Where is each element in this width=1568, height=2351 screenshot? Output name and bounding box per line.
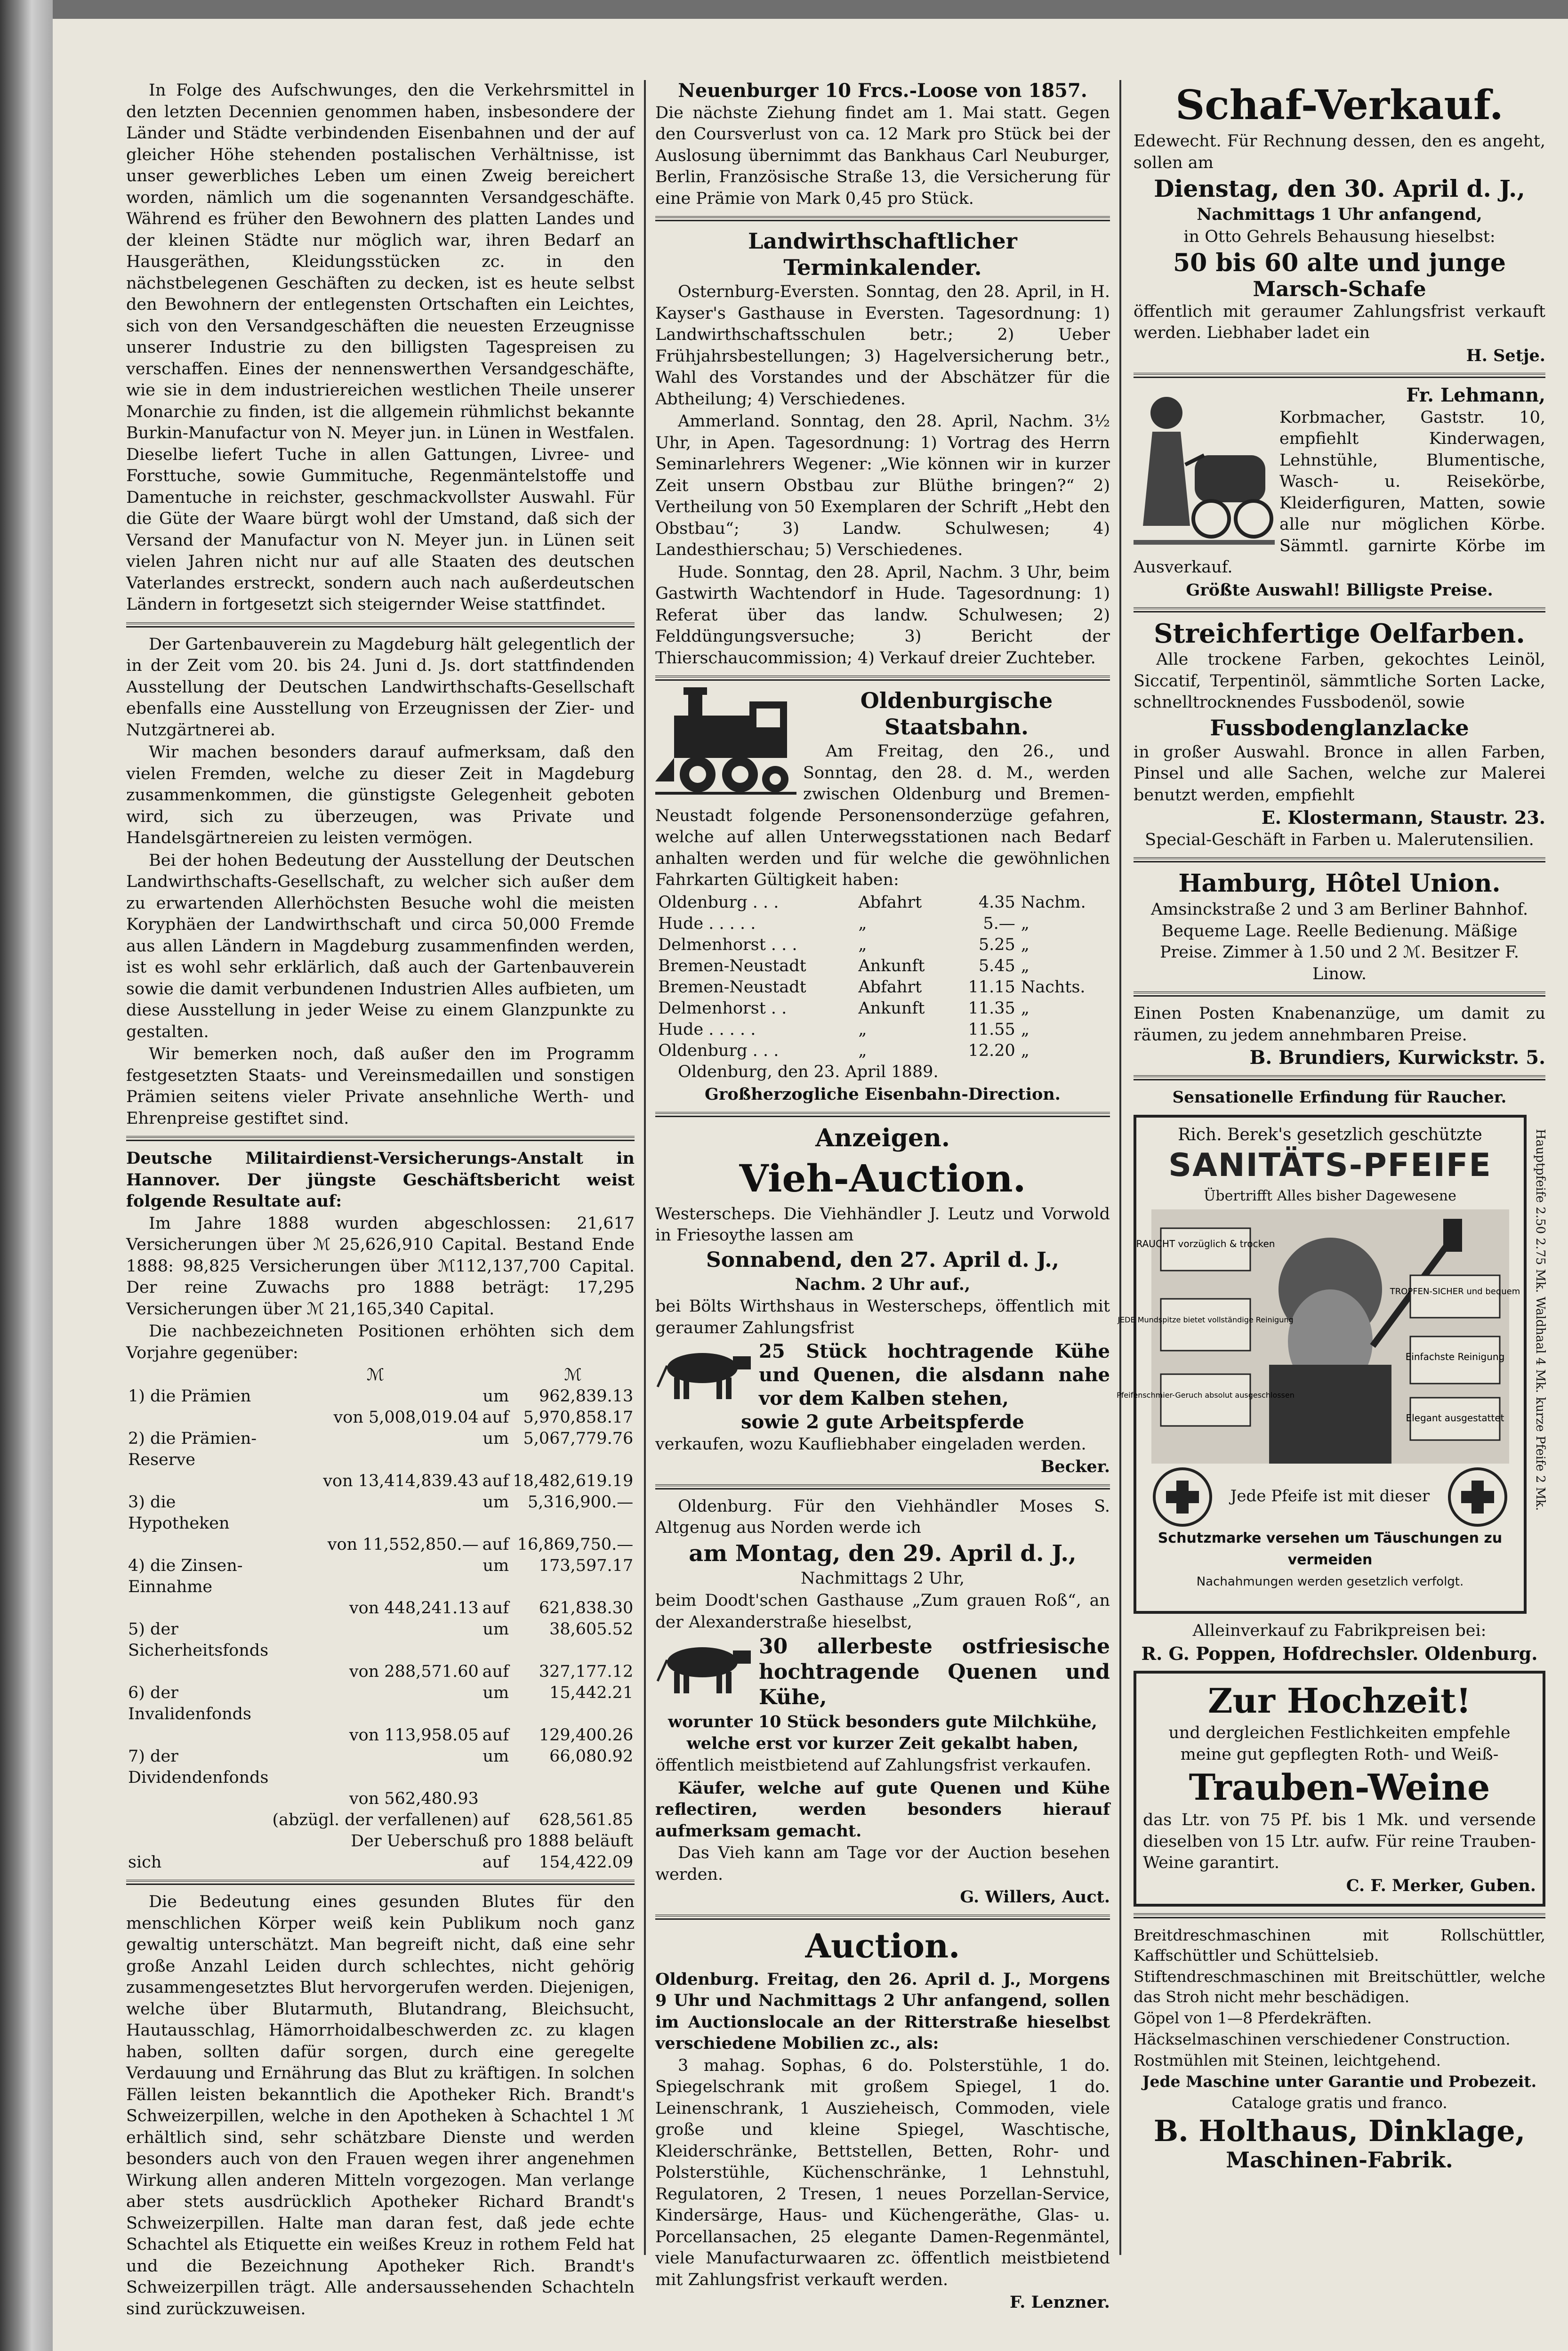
va-text: Westerscheps. Die Viehhändler J. Leutz und Vorwold in Friesoythe lassen am [655, 1204, 1110, 1245]
pipe-bottom: Schutzmarke versehen um Täuschungen zu vermeiden [1158, 1530, 1503, 1568]
train-cell: 11.55 [968, 1020, 1015, 1039]
locomotive-icon [655, 687, 796, 796]
train-cell: 5.— [983, 914, 1015, 933]
results-cell: von 113,958.05 [349, 1726, 479, 1745]
divider [655, 216, 1110, 221]
divider [126, 622, 635, 628]
knaben-signature: B. Brundiers, Kurwickstr. 5. [1249, 1047, 1545, 1069]
anzeigen-heading: Anzeigen. [815, 1123, 950, 1152]
pipe-label-3: Pfeifenschmier-Geruch absolut ausgeschlossen [1116, 1391, 1295, 1400]
results-cell: auf [482, 1726, 509, 1745]
au-text: Oldenburg. Freitag, den 26. April d. J., Morgens 9 Uhr und Nachmittags 2 Uhr anfangend, sollen im Auctionslocale an der Ritterstraße hieselbst verschiedene Mobilien zc., als: [655, 1969, 1110, 2053]
pipe-label-4: TROPFEN-SICHER und bequem [1390, 1287, 1520, 1296]
train-cell: Bremen-Neustadt [658, 956, 806, 975]
train-row [655, 892, 1110, 913]
schaf-count: 50 bis 60 alte und junge [1173, 249, 1506, 277]
results-cell: von 13,414,839.43 [323, 1472, 479, 1490]
terminkalender-title: Landwirthschaftlicher Terminkalender. [748, 228, 1017, 280]
oel-footer: Special-Geschäft in Farben u. Malerutensilien. [1145, 830, 1534, 849]
surplus-pre: sich [128, 1853, 162, 1872]
paragraph: Wir machen besonders darauf aufmerksam, daß den vielen Fremden, welche zu dieser Zeit in Magdeburg zusammenkommen, die günstigste Gelegenheit geboten wird, sich zu überzeugen, was Private und Handelsgärtnereien zu leisten vermögen. [126, 743, 635, 847]
results-cell [126, 1471, 270, 1492]
train-cell: „ [858, 1041, 867, 1060]
train-cell: „ [858, 1020, 867, 1039]
ol-text: Das Vieh kann am Tage vor der Auction besehen werden. [655, 1844, 1110, 1884]
results-cell: 6) der Invalidenfonds [128, 1683, 251, 1723]
holthaus-item: Jede Maschine unter Garantie und Probezeit. [1142, 2072, 1537, 2091]
article-blut: Die Bedeutung eines gesunden Blutes für den menschlichen Körper weiß kein Publikum noch ganz gewaltig unterschätzt. Man begreift nicht, daß eine sehr große Anzahl Leiden durch schlechtes, nicht gehörig zusammengesetztes Blut hervorgerufen werden. Diejenigen, welche über Blutarmuth, Blutandrang, Bleichsucht, Hautausschlag, Hämorrhoidalbeschwerden zc. zu klagen haben, sollten dafür sorgen, durch eine geregelte Verdauung und Ernährung das Blut zu kräftigen. In solchen Fällen leisten bekanntlich die Apotheker Rich. Brandt's Schweizerpillen, welche in den Apotheken à Schachtel 1 ℳ erhältlich sind, sehr schätzbare Dienste und werden besonders auch von den Frauen wegen ihrer angenehmen Wirkung allen anderen Mitteln vorgezogen. Man verlange aber stets ausdrücklich Apotheker Richard Brandt's Schweizerpillen. Halte man daran fest, daß jede echte Schachtel als Etiquette ein weißes Kreuz in rothem Feld hat und die Bezeichnung Apotheker Rich. Brandt's Schweizerpillen trägt. Alle andersaussehenden Schachteln sind zurückzuweisen. [126, 1892, 635, 2319]
results-cell: um [482, 1683, 509, 1702]
train-cell: „ [1021, 1020, 1029, 1039]
ol-text: öffentlich meistbietend auf Zahlungsfrist verkaufen. [655, 1756, 1092, 1775]
va-date: Sonnabend, den 27. April d. J., [706, 1248, 1059, 1272]
results-table [126, 1365, 635, 1873]
train-cell: Abfahrt [858, 893, 922, 912]
divider [1134, 1075, 1545, 1080]
results-cell [270, 1386, 480, 1407]
results-cell: 1) die Prämien [128, 1387, 251, 1406]
pipe-label-6: Elegant ausgestattet [1405, 1412, 1504, 1424]
loose-text: Die nächste Ziehung findet am 1. Mai statt. Gegen den Coursverlust von ca. 12 Mark pro Stück bei der Auslosung übernimmt das Bankhaus Carl Neuburger, Berlin, Französische Straße 13, die Versicherung für eine Prämie von Mark 0,45 pro Stück. [655, 103, 1110, 208]
hochzeit-wine: Trauben-Weine [1189, 1766, 1490, 1808]
surplus-value: 154,422.09 [539, 1853, 634, 1872]
train-cell: „ [858, 914, 867, 933]
divider [655, 1484, 1110, 1490]
results-row [126, 1788, 635, 1810]
pipe-top: Rich. Berek's gesetzlich geschützte [1178, 1125, 1482, 1144]
oelfarben-title: Streichfertige Oelfarben. [1154, 618, 1525, 649]
holthaus-item: Häckselmaschinen verschiedener Construction. [1134, 2030, 1511, 2048]
hochzeit-text: das Ltr. von 75 Pf. bis 1 Mk. und versende dieselben von 15 Ltr. aufw. Für reine Trauben-Weine garantirt. [1143, 1811, 1536, 1872]
results-cell: um [482, 1429, 509, 1448]
pipe-seller: R. G. Poppen, Hofdrechsler. Oldenburg. [1141, 1642, 1538, 1664]
results-cell: auf [482, 1811, 509, 1829]
column-divider [644, 80, 646, 2255]
results-row [126, 1725, 635, 1746]
results-cell: 38,605.52 [549, 1620, 634, 1639]
results-cell: auf [482, 1472, 509, 1490]
divider [1134, 991, 1545, 997]
va-horses: sowie 2 gute Arbeitspferde [741, 1411, 1024, 1433]
auction-title: Auction. [805, 1926, 960, 1965]
schaf-signature: H. Setje. [1466, 346, 1545, 365]
ol-time: Nachmittags 2 Uhr, [801, 1569, 965, 1588]
ol-sub: worunter 10 Stück besonders gute Milchkühe, welche erst vor kurzer Zeit gekalbt haben, [668, 1712, 1097, 1753]
pipe-name: SANITÄTS-PFEIFE [1168, 1146, 1492, 1184]
results-cell: 4) die Zinsen-Einnahme [128, 1556, 243, 1596]
termin-item: Ammerland. Sonntag, den 28. April, Nachm. 3½ Uhr, in Apen. Tagesordnung: 1) Vortrag des Herrn Seminarlehrers Wegener: „Wie können wir in kurzer Zeit unsern Obstbau zur Blüthe bringen?“ 2) Vertheilung von 50 Exemplaren der Schrift „Hebt den Obstbau“; 3) Landw. Schulwesen; 4) Landesthierschau; 5) Verschiedenes. [655, 412, 1110, 559]
results-row [126, 1555, 635, 1598]
divider [1134, 373, 1545, 378]
results-row [126, 1746, 635, 1788]
results-cell [481, 1788, 511, 1810]
results-cell: um [482, 1493, 509, 1512]
schaf-time: Nachmittags 1 Uhr anfangend, [1197, 205, 1482, 224]
lehmann-name: Fr. Lehmann, [1406, 384, 1545, 406]
results-cell [270, 1746, 480, 1788]
divider [655, 676, 1110, 681]
oel-text: Alle trockene Farben, gekochtes Leinöl, Siccatif, Terpentinöl, sämmtliche Sorten Lacke, schnelltrocknendes Fussbodenöl, sowie [1134, 650, 1545, 712]
results-row [126, 1386, 635, 1407]
divider [655, 1915, 1110, 1920]
pipe-label-2: JEDE Mundspitze bietet vollständige Reinigung [1117, 1315, 1294, 1324]
pipe-bottom-2: Nachahmungen werden gesetzlich verfolgt. [1196, 1575, 1464, 1589]
divider [1134, 857, 1545, 862]
train-cell: 4.35 [978, 893, 1015, 912]
results-cell [126, 1407, 270, 1428]
results-row [126, 1619, 635, 1661]
hochzeit-text: und dergleichen Festlichkeiten empfehle meine gut gepflegten Roth- und Weiß- [1168, 1723, 1511, 1764]
book-spine [0, 0, 53, 2351]
knaben-text: Einen Posten Knabenanzüge, um damit zu räumen, zu jedem annehmbaren Preise. [1134, 1004, 1545, 1045]
train-cell: 5.45 [978, 956, 1015, 975]
surplus-auf: auf [482, 1853, 509, 1872]
train-cell: Nachts. [1021, 977, 1086, 997]
lehmann-footer: Größte Auswahl! Billigste Preise. [1186, 580, 1493, 600]
train-row [655, 1040, 1110, 1062]
pipe-label-1: RAUCHT vorzüglich & trocken [1136, 1238, 1275, 1249]
currency-mark: ℳ [564, 1366, 582, 1385]
results-row [126, 1534, 635, 1555]
results-cell: 129,400.26 [539, 1726, 634, 1745]
hamburg-title: Hamburg, Hôtel Union. [1178, 869, 1501, 898]
train-cell: „ [1021, 1041, 1029, 1060]
train-cell: Ankunft [858, 956, 925, 975]
results-cell [126, 1661, 270, 1683]
schaf-kind: Marsch-Schafe [1253, 277, 1426, 301]
pipe-allein: Alleinverkauf zu Fabrikpreisen bei: [1192, 1621, 1487, 1640]
results-cell [511, 1788, 635, 1810]
results-cell: von 11,552,850.— [327, 1535, 479, 1554]
paragraph: Wir bemerken noch, daß außer den im Programm festgesetzten Staats- und Vereinsmedaillen und sonstigen Prämien seitens vieler Private ansehnliche Werth- und Ehrenpreise gestiftet sind. [126, 1045, 635, 1128]
results-cell: auf [482, 1662, 509, 1681]
results-row [126, 1471, 635, 1492]
pipe-prices: Hauptpfeife 2.50 2.75 Mk. Waldhaal 4 Mk. kurze Pfeife 2 Mk. [1533, 1129, 1547, 1511]
train-row [655, 934, 1110, 956]
ol-text: Käufer, welche auf gute Quenen und Kühe reflectiren, werden besonders hierauf aufmerksam gemacht. [655, 1778, 1110, 1841]
results-cell [126, 1725, 270, 1746]
train-row [655, 1019, 1110, 1040]
results-cell: 327,177.12 [539, 1662, 634, 1681]
results-cell [270, 1555, 480, 1598]
currency-mark: ℳ [366, 1366, 385, 1385]
pipe-advertisement [1116, 1115, 1527, 1614]
au-text: 3 mahag. Sophas, 6 do. Polsterstühle, 1 do. Spiegelschrank mit großem Spiegel, 1 do. Leinenschrank, 1 Auszieheisch, Commoden, viele große und kleine Spiegel, Waschtische, Kleiderschränke, Bettstellen, Betten, Rohr- und Polsterstühle, Küchenschränke, 1 Lehnstuhl, Regulatoren, 2 Tresen, 1 neues Porzellan-Service, Kindersärge, Haus- und Küchengeräthe, Glas- u. Porcellansachen, 25 elegante Damen-Regenmäntel, viele Manufacturwaaren zc. öffentlich meistbietend mit Zahlungsfrist verkauft werden. [655, 2056, 1110, 2289]
results-cell: auf [482, 1535, 509, 1554]
results-cell [126, 1598, 270, 1619]
train-cell: Delmenhorst . . . [658, 935, 797, 954]
hamburg-text: Amsinckstraße 2 und 3 am Berliner Bahnhof. Bequeme Lage. Reelle Bedienung. Mäßige Preise. Zimmer à 1.50 und 2 ℳ. Besitzer F. Linow. [1150, 900, 1528, 983]
pipe-smoker-illustration [1116, 1209, 1520, 1464]
results-cell: von 5,008,019.04 [333, 1408, 479, 1427]
sanitaets-badge-icon [1447, 1466, 1508, 1528]
results-cell: 66,080.92 [549, 1747, 634, 1766]
article-versandgeschaefte: In Folge des Aufschwunges, den die Verkehrsmittel in den letzten Decennien genommen haben, insbesondere der Länder und Städte verbindenden Eisenbahnen und der auf gleicher Höhe stehenden postalischen Verhältnisse, ist unser gewerbliches Leben um einen Zweig bereichert worden, nämlich um die sogenannten Versandgeschäfte. Während es früher den Bewohnern des platten Landes und der kleinen Städte nur möglich war, ihren Bedarf an Hausgeräthen, Kleidungsstücken zc. in den nächstbelegenen Geschäften zu decken, ist es heute selbst den Bewohnern der entlegensten Ortschaften ein Leichtes, sich von den Versandgeschäften die neuesten Erzeugnisse unserer Industrie zu den billigsten Tagespreisen zu verschaffen. Eines der nennenswerthen Versandgeschäfte, wie sie in dem industriereichen westlichen Theile unserer Monarchie zu finden, ist die allgemein rühmlichst bekannte Burkin-Manufactur von N. Meyer jun. in Lünen in Westfalen. Dieselbe liefert Tuche in allen Gattungen, Livree- und Forsttuche, sowie Gummituche, Regenmäntelstoffe und Damentuche in reichster, geschmackvollster Auswahl. Für die Güte der Waare bürgt wohl der Umstand, daß sich der Versand der Manufactur von N. Meyer jun. in Lünen seit vielen Jahren nicht nur auf alle Staaten des deutschen Vaterlandes erstreckt, sondern auch nach außerdeutschen Ländern in fortgesetzt sich steigernder Weise stattfindet. [126, 81, 635, 614]
results-cell: 5,970,858.17 [523, 1408, 634, 1427]
schaf-date: Dienstag, den 30. April d. J., [1154, 175, 1525, 202]
train-cell: „ [1021, 998, 1029, 1018]
results-row [126, 1810, 635, 1831]
results-cell: um [482, 1387, 509, 1406]
results-cell: 628,561.85 [539, 1811, 634, 1829]
train-cell: 12.20 [968, 1041, 1015, 1060]
results-cell: 18,482,619.19 [513, 1472, 634, 1490]
column-1 [126, 80, 635, 2321]
schaf-text: öffentlich mit geraumer Zahlungsfrist verkauft werden. Liebhaber ladet ein [1134, 302, 1545, 342]
oel-signature: E. Klostermann, Staustr. 23. [1261, 807, 1545, 828]
column-2 [655, 80, 1110, 2314]
holthaus-item: Cataloge gratis und franco. [1231, 2093, 1447, 2112]
paragraph: Im Jahre 1888 wurden abgeschlossen: 21,617 Versicherungen über ℳ 25,626,910 Capital. Bestand Ende 1888: 98,825 Versicherungen über ℳ112,137,700 Capital. Der reine Zuwachs pro 1888 beträgt: 17,295 Versicherungen über ℳ 21,165,340 Capital. [126, 1214, 635, 1319]
holthaus-fabrik: Maschinen-Fabrik. [1226, 2147, 1453, 2173]
results-cell: 15,442.21 [549, 1683, 634, 1702]
child-with-pram-illustration [1134, 385, 1275, 554]
results-cell [126, 1534, 270, 1555]
ol-date: am Montag, den 29. April d. J., [689, 1540, 1077, 1567]
results-cell: 5) der Sicherheitsfonds [128, 1620, 269, 1660]
results-cell [126, 1788, 270, 1810]
holthaus-item: Rostmühlen mit Steinen, leichtgehend. [1134, 2051, 1441, 2069]
termin-item: Osternburg-Eversten. Sonntag, den 28. April, in H. Kayser's Gasthause in Eversten. Tagesordnung: 1) Landwirthschaftsschulen betr.; 2) Ueber Frühjahrsbestellungen; 3) Hagelversicherung betr., Wahl des Vorstandes und der Abschätzer für die Abtheilung; 4) Verschiedenes. [655, 282, 1110, 409]
train-cell: Abfahrt [858, 977, 922, 997]
holthaus-item: Stiftendreschmaschinen mit Breitschüttler, welche das Stroh nicht mehr beschädigen. [1134, 1967, 1545, 2006]
ol-cows: 30 allerbeste ostfriesische hochtragende Quenen und Kühe, [759, 1634, 1110, 1709]
results-cell [270, 1428, 480, 1471]
results-cell: 16,869,750.— [517, 1535, 634, 1554]
results-cell: 7) der Dividendenfonds [128, 1747, 269, 1787]
au-signature: F. Lenzner. [1009, 2293, 1110, 2312]
train-cell: Hude . . . . . [658, 914, 756, 933]
hochzeit-title: Zur Hochzeit! [1207, 1681, 1472, 1721]
results-cell: von 288,571.60 [349, 1662, 479, 1681]
results-row [126, 1407, 635, 1428]
pipe-jede: Jede Pfeife ist mit dieser [1230, 1487, 1430, 1506]
sanitaets-badge-icon [1152, 1466, 1213, 1528]
va-text: bei Bölts Wirthshaus in Westerscheps, öffentlich mit geraumer Zahlungsfrist [655, 1297, 1110, 1337]
results-cell: (abzügl. der verfallenen) [272, 1811, 479, 1829]
train-cell: Oldenburg . . . [658, 1041, 779, 1060]
results-cell: auf [482, 1599, 509, 1618]
results-cell: 2) die Prämien-Reserve [128, 1429, 257, 1469]
divider [1134, 607, 1545, 612]
ol-text: Oldenburg. Für den Viehhändler Moses S. Altgenug aus Norden werde ich [655, 1497, 1110, 1537]
va-cows: 25 Stück hochtragende Kühe und Quenen, die alsdann nahe vor dem Kalben stehen, [759, 1340, 1110, 1409]
results-row [126, 1428, 635, 1471]
train-row [655, 977, 1110, 998]
pipe-sub: Übertrifft Alles bisher Dagewesene [1204, 1187, 1456, 1204]
train-row [655, 956, 1110, 977]
cow-icon [655, 1634, 754, 1695]
results-cell: um [482, 1747, 509, 1766]
results-row [126, 1492, 635, 1534]
results-row [126, 1661, 635, 1683]
train-row [655, 998, 1110, 1019]
divider [126, 1880, 635, 1885]
results-cell: 5,067,779.76 [523, 1429, 634, 1448]
cow-icon [655, 1340, 754, 1401]
va-time: Nachm. 2 Uhr auf., [795, 1274, 971, 1294]
schaf-text: in Otto Gehrels Behausung hieselbst: [1183, 227, 1496, 246]
paragraph: Die nachbezeichneten Positionen erhöhten sich dem Vorjahre gegenüber: [126, 1322, 635, 1362]
schaf-title: Schaf-Verkauf. [1175, 81, 1504, 129]
train-row [655, 913, 1110, 934]
holthaus-name: B. Holthaus, Dinklage, [1153, 2114, 1526, 2148]
results-cell: 962,839.13 [539, 1387, 634, 1406]
results-cell [270, 1492, 480, 1534]
oel-text: in großer Auswahl. Bronce in allen Farben, Pinsel und alle Sachen, welche zur Malerei benutzt werden, empfiehlt [1134, 742, 1545, 805]
results-cell [270, 1619, 480, 1661]
staatsbahn-title: Oldenburgische Staatsbahn. [860, 688, 1053, 740]
sensation-heading: Sensationelle Erfindung für Raucher. [1172, 1087, 1507, 1107]
train-cell: „ [858, 935, 867, 954]
surplus-label: Der Ueberschuß pro 1888 beläuft [351, 1832, 634, 1851]
train-cell: „ [1021, 914, 1029, 933]
train-cell: 5.25 [978, 935, 1015, 954]
results-cell: 621,838.30 [539, 1599, 634, 1618]
article-militairdienst: Deutsche Militairdienst-Versicherungs-Anstalt in Hannover. Der jüngste Geschäftsbericht weist folgende Resultate auf: [126, 1149, 635, 1211]
schaf-text: Edewecht. Für Rechnung dessen, den es angeht, sollen am [1134, 132, 1545, 172]
results-cell: 173,597.17 [539, 1556, 634, 1575]
train-cell: Hude . . . . . [658, 1020, 756, 1039]
termin-item: Hude. Sonntag, den 28. April, Nachm. 3 Uhr, beim Gastwirth Wachtendorf in Hude. Tagesordnung: 1) Referat über das landw. Schulwesen; 2) Felddüngungsversuche; 3) Bericht der Thierschaucommission; 4) Verkauf dreier Zuchteber. [655, 563, 1110, 668]
staatsbahn-text: Am Freitag, den 26., und Sonntag, den 28. d. M., werden zwischen Oldenburg und Bremen-Neustadt folgende Personensonderzüge gefahren, welche auf allen Unterwegsstationen nach Bedarf anhalten werden und für welche die gewöhnlichen Fahrkarten Gültigkeit haben: [655, 742, 1110, 889]
paragraph: Bei der hohen Bedeutung der Ausstellung der Deutschen Landwirthschafts-Gesellschaft, zu welcher sich außer dem zu erwartenden Allerhöchsten Besuche wohl die meisten Koryphäen der Landwirthschaft und circa 50,000 Fremde aus allen Ländern in Magdeburg zusammenfinden werden, ist es wohl sehr erklärlich, daß auch der Gartenbauverein sowie die damit verbundenen Industrien Alles aufbieten, um diese Ausstellung in jeder Weise zu einem Glanzpunkte zu gestalten. [126, 851, 635, 1041]
divider [1134, 1913, 1545, 1918]
pipe-label-5: Einfachste Reinigung [1405, 1351, 1504, 1362]
train-cell: Bremen-Neustadt [658, 977, 806, 997]
results-row [126, 1683, 635, 1725]
ol-signature: G. Willers, Auct. [960, 1887, 1110, 1907]
train-cell: 11.35 [968, 998, 1015, 1018]
ol-text: beim Doodt'schen Gasthause „Zum grauen Roß“, an der Alexanderstraße hieselbst, [655, 1591, 1110, 1632]
train-cell: 11.15 [968, 977, 1015, 997]
train-cell: Delmenhorst . . [658, 998, 787, 1018]
results-row [126, 1598, 635, 1619]
hochzeit-advertisement [1134, 1671, 1545, 1907]
results-cell: um [482, 1556, 509, 1575]
results-cell: von 448,241.13 [349, 1599, 479, 1618]
results-cell: von 562,480.93 [349, 1789, 479, 1808]
loose-title: Neuenburger 10 Frcs.-Loose von 1857. [678, 80, 1087, 102]
train-cell: Nachm. [1021, 893, 1086, 912]
vieh-auction-title: Vieh-Auction. [739, 1156, 1026, 1200]
results-cell: um [482, 1620, 509, 1639]
lehmann-text: Korbmacher, Gaststr. 10, empfiehlt Kinderwagen, Lehnstühle, Blumentische, Wasch- u. Reisekörbe, Kleiderfiguren, Matten, sowie alle nur möglichen Körbe. Sämmtl. garnirte Körbe im Ausverkauf. [1134, 408, 1545, 577]
results-cell: 3) die Hypotheken [128, 1493, 230, 1533]
train-cell: Ankunft [858, 998, 925, 1018]
results-cell: 5,316,900.— [527, 1493, 634, 1512]
staatsbahn-signature: Großherzogliche Eisenbahn-Direction. [705, 1085, 1061, 1104]
train-cell: Oldenburg . . . [658, 893, 779, 912]
article-gartenbauverein: Der Gartenbauverein zu Magdeburg hält gelegentlich der in der Zeit vom 20. bis 24. Juni d. Js. dort stattfindenden Ausstellung der Deutschen Landwirthschafts-Gesellschaft ebenfalls eine Ausstellung von Erzeugnissen der Zier- und Nutzgärtnerei ab. [126, 635, 635, 740]
column-divider [1119, 80, 1121, 2255]
divider [655, 1112, 1110, 1117]
divider [126, 1136, 635, 1141]
train-cell: „ [1021, 935, 1029, 954]
hochzeit-signature: C. F. Merker, Guben. [1346, 1876, 1536, 1895]
oel-lack: Fussbodenglanzlacke [1210, 715, 1469, 741]
va-signature: Becker. [1040, 1457, 1110, 1476]
va-text: verkaufen, wozu Kaufliebhaber eingeladen werden. [655, 1434, 1086, 1454]
results-cell [270, 1683, 480, 1725]
results-cell: auf [482, 1408, 509, 1427]
holthaus-item: Breitdreschmaschinen mit Rollschüttler, Kaffschüttler und Schüttelsieb. [1134, 1926, 1545, 1965]
staatsbahn-date: Oldenburg, den 23. April 1889. [678, 1062, 939, 1081]
train-schedule [655, 892, 1110, 1062]
column-3 [1116, 80, 1547, 2173]
holthaus-item: Göpel von 1—8 Pferdekräften. [1134, 2009, 1372, 2027]
train-cell: „ [1021, 956, 1029, 975]
results-cell [126, 1810, 270, 1831]
